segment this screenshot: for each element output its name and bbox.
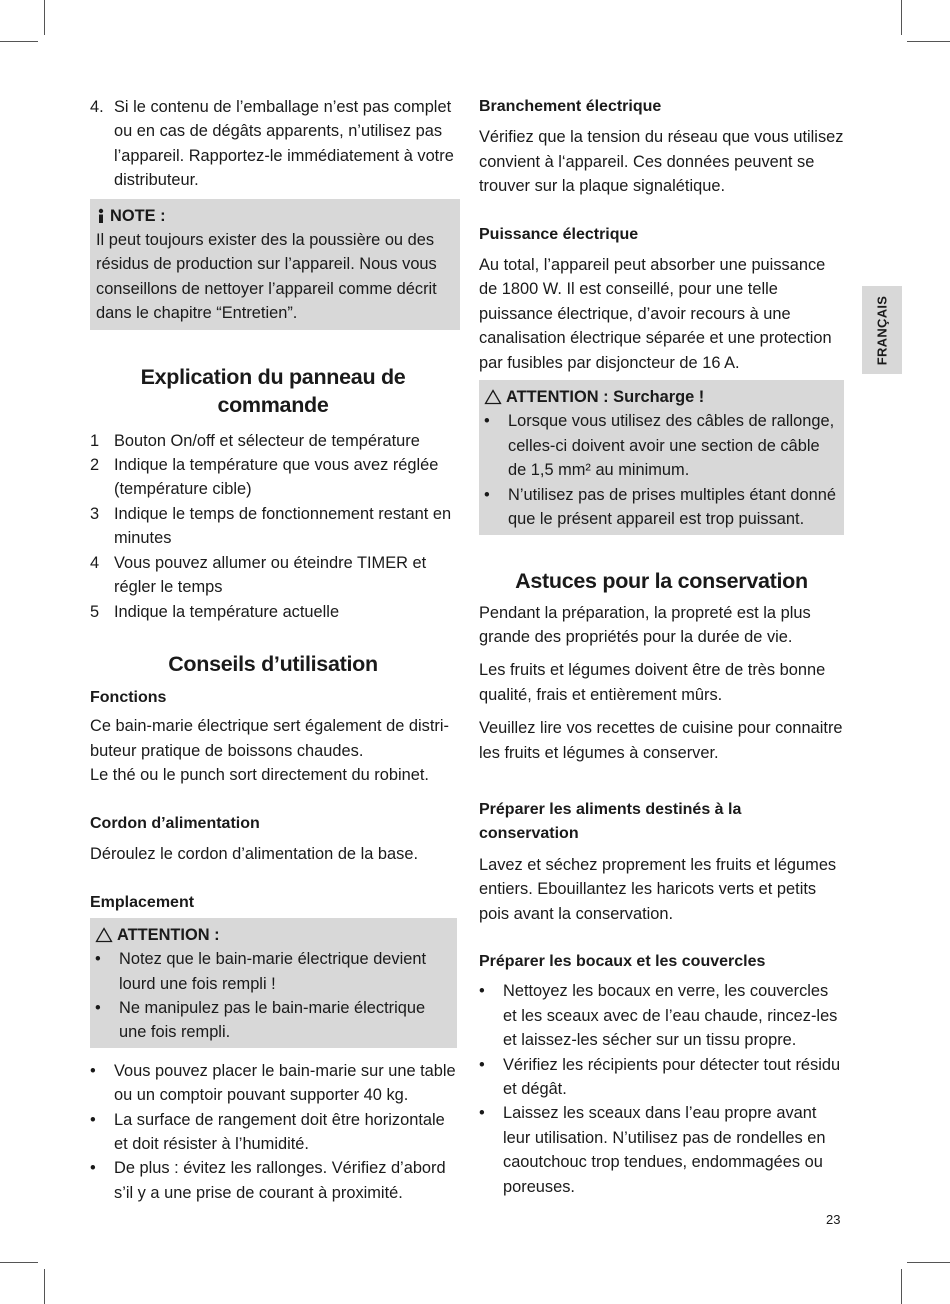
subheading: Puissance électrique [479, 225, 639, 243]
attention-title-text: ATTENTION : [117, 925, 220, 944]
section-heading: Explication du panneau de commande [140, 364, 406, 417]
item-text: Notez que le bain-marie électrique devient lourd une fois rempli ! [119, 950, 427, 993]
bullet: • [95, 950, 101, 969]
list-item [90, 1059, 456, 1108]
subheading: Fonctions [90, 688, 167, 706]
paragraph: Veuillez lire vos recettes de cuisine pour connaitre les fruits et légumes à conserver. [479, 719, 843, 762]
subheading: Préparer les aliments destinés à la conservation [479, 800, 742, 843]
paragraph: Au total, l’appareil peut absorber une puissance de 1800 W. Il est conseillé, pour une telle puissance électrique, d’avoir recours à une canalisation électrique séparée et une protection par fusibles par disjoncteur de 16 A. [479, 256, 832, 372]
list-item [90, 1108, 456, 1157]
list-item [95, 996, 451, 1045]
item-text: Vérifiez les récipients pour détecter tout résidu et dégât. [503, 1055, 841, 1098]
crop-mark [0, 1262, 38, 1263]
bullet: • [90, 1110, 96, 1129]
bullet: • [484, 412, 490, 431]
list-item [90, 453, 456, 502]
section-heading: Astuces pour la conservation [515, 568, 808, 593]
bullet: • [95, 998, 101, 1017]
item-text: Si le contenu de l’emballage n’est pas complet ou en cas de dégâts apparents, n’utilisez pas l’appareil. Rapportez-le immédiatement à votre distributeur. [114, 98, 454, 190]
item-text: La surface de rangement doit être horizontale et doit résister à l’humidité. [114, 1110, 445, 1153]
paragraph: Le thé ou le punch sort directement du robinet. [90, 766, 429, 785]
bullet: • [479, 982, 485, 1001]
item-text: Ne manipulez pas le bain-marie électrique une fois rempli. [119, 998, 426, 1042]
language-tab [862, 286, 902, 374]
list-item [90, 502, 456, 551]
list-item [90, 551, 456, 600]
attention-list [484, 409, 838, 531]
placement-list [90, 1059, 456, 1205]
list-item [90, 429, 456, 453]
crop-mark [0, 41, 38, 42]
paragraph: Lavez et séchez proprement les fruits et légumes entiers. Ebouillantez les haricots verts et petits pois avant la conservation. [479, 855, 837, 923]
unpack-list [90, 95, 456, 193]
item-text: Indique la température que vous avez réglée (température cible) [114, 456, 439, 499]
item-text: N’utilisez pas de prises multiples étant donné que le présent appareil est trop puissant. [508, 485, 836, 529]
list-item [479, 1101, 844, 1199]
item-number: 4. [90, 98, 104, 116]
list-item [95, 947, 451, 996]
item-text: Vous pouvez allumer ou éteindre TIMER et régler le temps [114, 553, 427, 597]
bullet: • [90, 1159, 96, 1178]
info-icon [96, 208, 106, 224]
item-text: Vous pouvez placer le bain-marie sur une table ou un comptoir pouvant supporter 40 kg. [114, 1061, 456, 1105]
note-box [90, 199, 460, 330]
attention-box [90, 918, 457, 1048]
item-number: 3 [90, 504, 100, 523]
note-title [96, 204, 454, 228]
crop-mark [44, 0, 45, 35]
item-number: 4 [90, 553, 100, 572]
paragraph: Les fruits et légumes doivent être de très bonne qualité, frais et entièrement mûrs. [479, 661, 826, 704]
bocaux-list [479, 979, 844, 1199]
subheading: Emplacement [90, 894, 195, 912]
warning-icon [484, 389, 502, 405]
item-text: Bouton On/off et sélecteur de température [114, 431, 420, 450]
left-column [90, 95, 456, 1205]
bullet: • [484, 485, 490, 504]
right-column [479, 95, 844, 1199]
paragraph: Déroulez le cordon d’alimentation de la base. [90, 844, 419, 863]
item-number: 2 [90, 456, 100, 475]
list-item [479, 1053, 844, 1102]
list-item [90, 600, 456, 624]
item-text: Indique la température actuelle [114, 602, 340, 621]
item-number: 5 [90, 602, 100, 621]
list-item [90, 1156, 456, 1205]
item-text: De plus : évitez les rallonges. Vérifiez d’abord s’il y a une prise de courant à proximité. [114, 1159, 446, 1202]
crop-mark [901, 0, 902, 35]
note-text: Il peut toujours exister des la poussière ou des résidus de production sur l’appareil. Nous vous conseillons de nettoyer l’appareil comme décrit dans le chapitre “Entretien”. [96, 231, 437, 323]
subheading: Cordon d’alimentation [90, 814, 260, 832]
crop-mark [901, 1269, 902, 1304]
item-text: Indique le temps de fonctionnement restant en minutes [114, 504, 452, 548]
attention-title [484, 385, 838, 409]
subheading: Branchement électrique [479, 98, 662, 115]
bullet: • [90, 1061, 96, 1080]
page-number: 23 [826, 1212, 841, 1227]
list-item [484, 409, 838, 482]
list-item [484, 483, 838, 532]
item-text: Nettoyez les bocaux en verre, les couvercles et les sceaux avec de l’eau chaude, rincez-les et laissez-les sécher sur un tissu propre. [503, 982, 838, 1050]
crop-mark [907, 1262, 950, 1263]
crop-mark [44, 1269, 45, 1304]
crop-mark [907, 41, 950, 42]
item-text: Laissez les sceaux dans l’eau propre avant leur utilisation. N’utilisez pas de rondelles en caoutchouc trop tendues, endommagées ou poreuses. [503, 1104, 826, 1196]
bullet: • [479, 1104, 485, 1123]
list-item [479, 979, 844, 1052]
attention-box [479, 380, 844, 534]
attention-title [95, 923, 451, 947]
attention-title-text: ATTENTION : Surcharge ! [506, 388, 705, 407]
subheading: Préparer les bocaux et les couvercles [479, 952, 766, 970]
item-number: 1 [90, 431, 100, 450]
paragraph: Ce bain-marie électrique sert également de distributeur pratique de boissons chaudes. [90, 717, 449, 760]
list-item [90, 95, 456, 193]
attention-list [95, 947, 451, 1045]
item-text: Lorsque vous utilisez des câbles de rallonge, celles-ci doivent avoir une section de câble de 1,5 mm² au minimum. [508, 412, 835, 480]
language-tab-label: FRANÇAIS [874, 295, 890, 365]
paragraph: Pendant la préparation, la propreté est la plus grande des propriétés pour la durée de vie. [479, 603, 811, 646]
section-heading: Conseils d’utilisation [168, 651, 378, 676]
paragraph: Vérifiez que la tension du réseau que vous utilisez convient à l‘appareil. Ces données peuvent se trouver sur la plaque signalétique. [479, 128, 844, 196]
note-title-text: NOTE : [110, 206, 166, 225]
warning-icon [95, 927, 113, 943]
panel-list [90, 429, 456, 624]
bullet: • [479, 1055, 485, 1074]
